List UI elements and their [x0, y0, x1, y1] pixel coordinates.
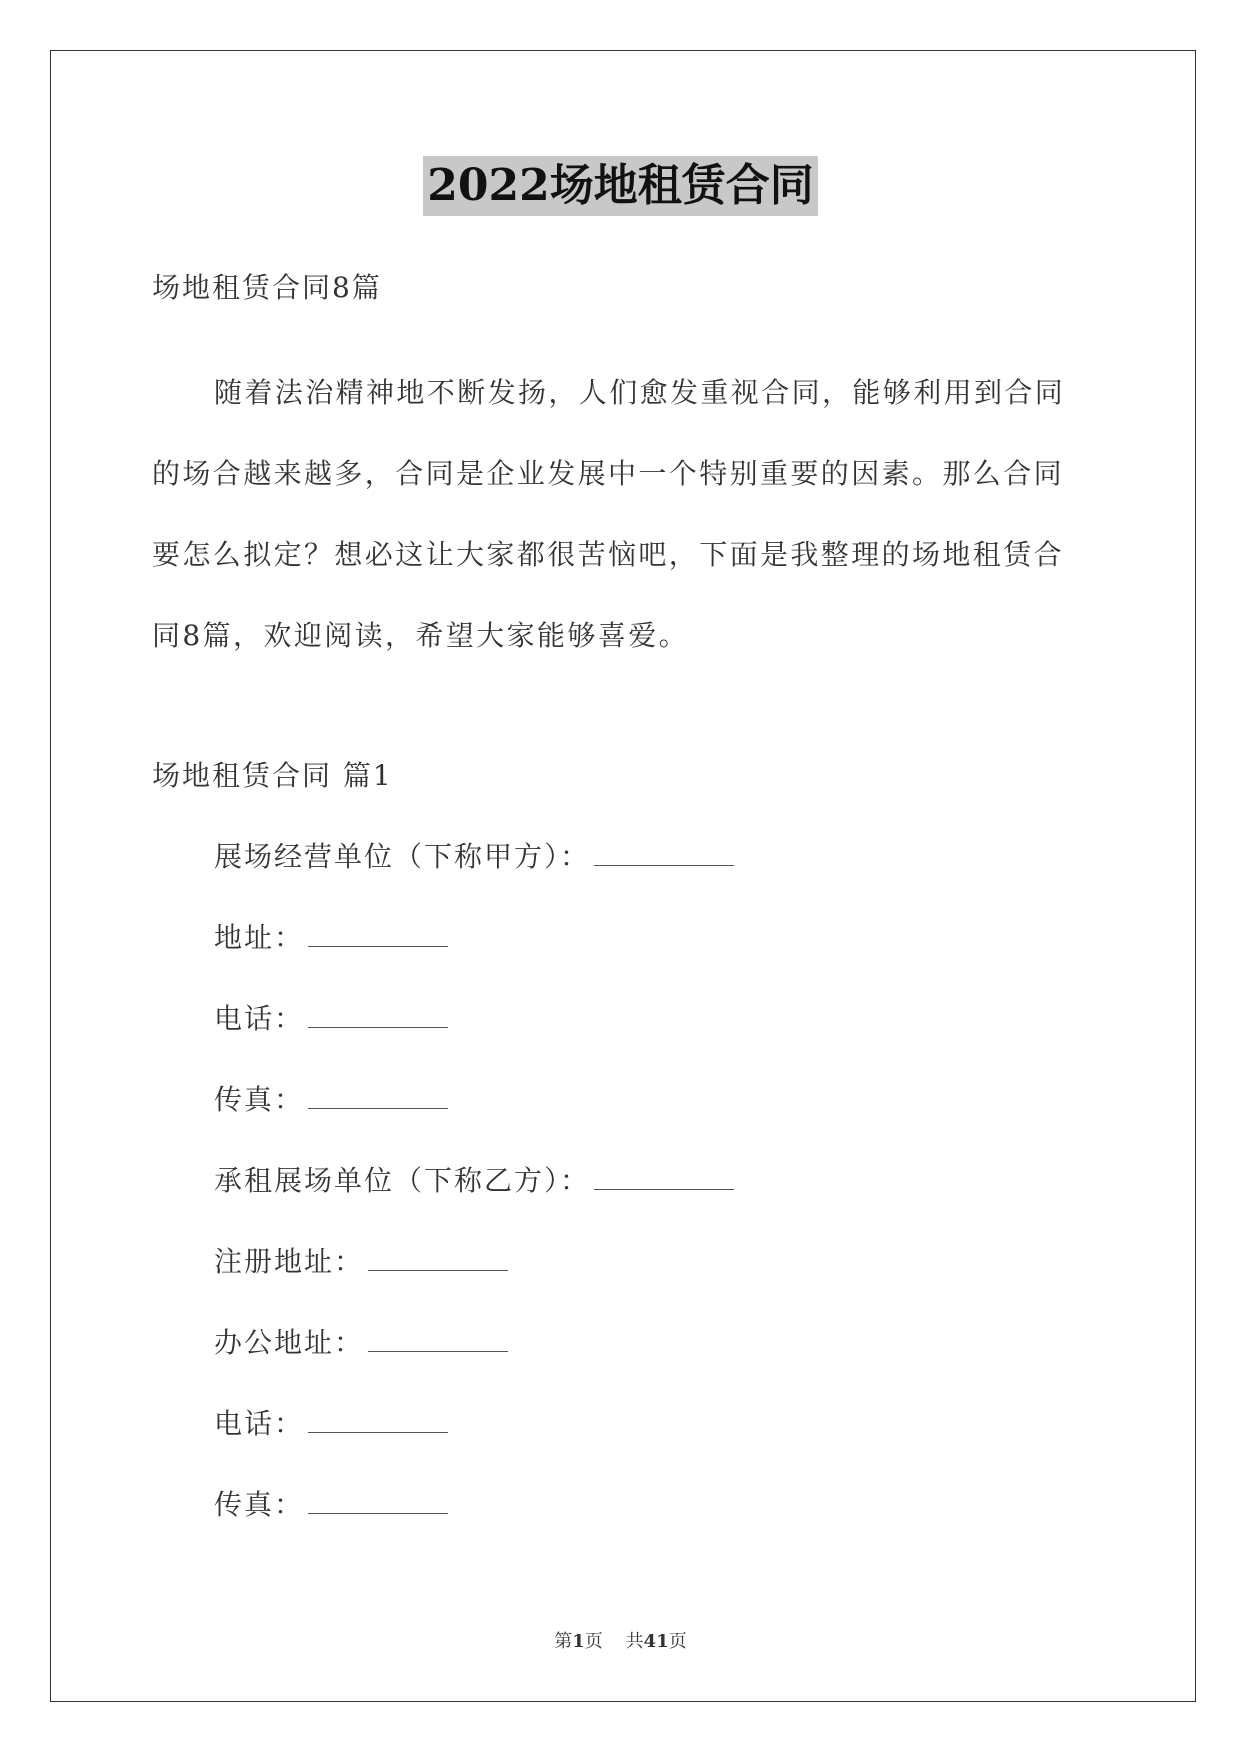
field-label: 电话： — [214, 1407, 305, 1440]
field-lessee-office-address — [214, 1323, 508, 1363]
field-lessee-unit — [214, 1161, 734, 1201]
field-lessor-phone — [214, 999, 448, 1039]
blank-line — [308, 1084, 448, 1109]
total-pages: 41 — [643, 1631, 669, 1652]
blank-line — [368, 1327, 508, 1352]
field-label: 展场经营单位（下称甲方）： — [214, 840, 591, 873]
field-label: 电话： — [214, 1002, 305, 1035]
field-label: 地址： — [214, 921, 305, 954]
field-label: 承租展场单位（下称乙方）： — [214, 1164, 591, 1197]
blank-line — [308, 922, 448, 947]
field-label: 传真： — [214, 1488, 305, 1521]
document-title: 2022场地租赁合同 — [423, 156, 817, 216]
blank-line — [308, 1003, 448, 1028]
intro-paragraph: 随着法治精神地不断发扬，人们愈发重视合同，能够利用到合同的场合越来越多，合同是企业发展中一个特别重要的因素。那么合同要怎么拟定？想必这让大家都很苦恼吧，下面是我整理的场地租赁合同8篇，欢迎阅读，希望大家能够喜爱。 — [152, 376, 1066, 652]
field-lessee-phone — [214, 1404, 448, 1444]
page-footer — [0, 1627, 1241, 1653]
blank-line — [594, 1165, 734, 1190]
total-suffix: 页 — [668, 1631, 687, 1652]
blank-line — [308, 1408, 448, 1433]
blank-line — [368, 1246, 508, 1271]
page-number: 1 — [572, 1631, 585, 1652]
field-lessor-fax — [214, 1080, 448, 1120]
section-heading: 场地租赁合同 篇1 — [152, 759, 393, 792]
total-prefix: 共 — [625, 1631, 644, 1652]
field-lessor-address — [214, 918, 448, 958]
blank-line — [594, 841, 734, 866]
field-label: 传真： — [214, 1083, 305, 1116]
title-wrap — [0, 156, 1241, 216]
field-lessor-unit — [214, 837, 734, 877]
field-lessee-fax — [214, 1485, 448, 1525]
field-label: 注册地址： — [214, 1245, 365, 1278]
blank-line — [308, 1489, 448, 1514]
document-subtitle: 场地租赁合同8篇 — [152, 271, 382, 304]
field-lessee-registered-address — [214, 1242, 508, 1282]
page-suffix: 页 — [584, 1631, 603, 1652]
field-label: 办公地址： — [214, 1326, 365, 1359]
page-prefix: 第 — [554, 1631, 573, 1652]
